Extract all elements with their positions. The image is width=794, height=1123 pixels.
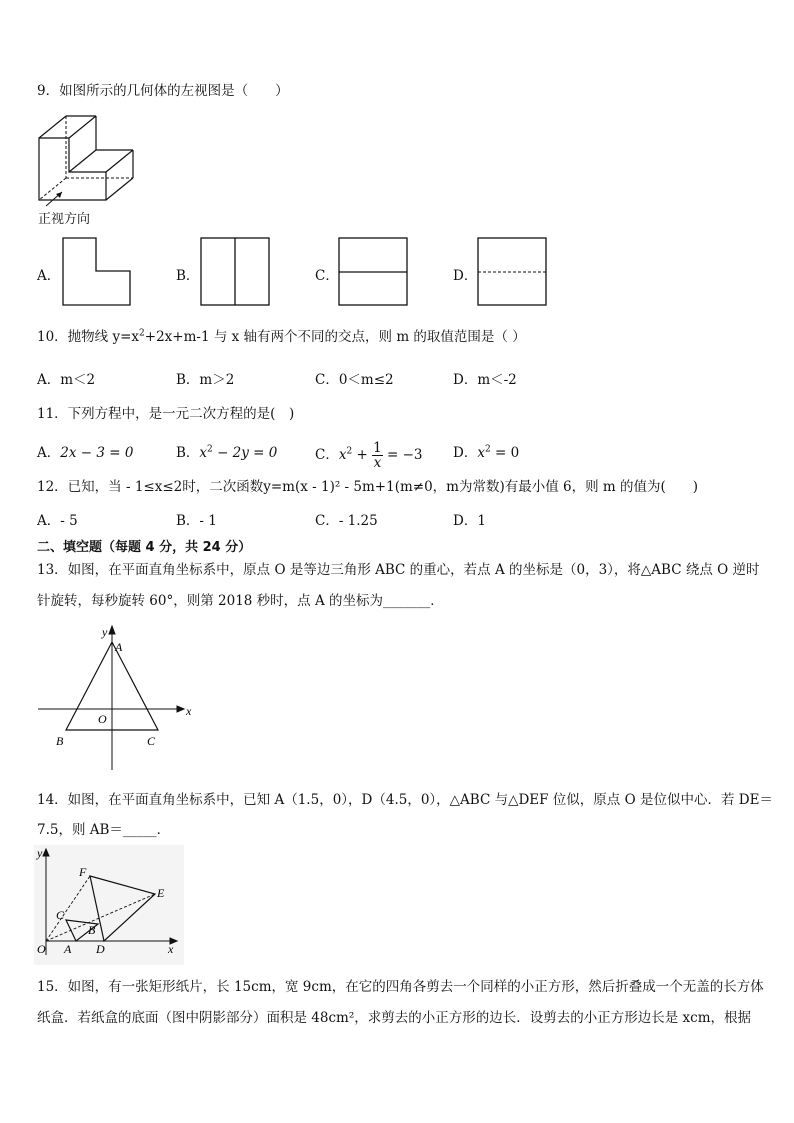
q9-option-c-label: C． (315, 268, 339, 284)
section-heading: 二、填空题（每题 4 分，共 24 分） (37, 540, 252, 555)
q12-option-a: A．- 5 (37, 513, 78, 529)
q9-option-c-figure (338, 237, 408, 307)
fraction: $\frac{1}{x}$ (373, 440, 382, 471)
q10-option-a: A．m＜2 (37, 372, 96, 388)
point-label-d: D (96, 942, 105, 956)
q9-option-a-label: A． (37, 268, 61, 284)
q15-line2: 纸盒．若纸盒的底面（图中阴影部分）面积是 48cm²，求剪去的小正方形的边长．设剪去的小正方形边长是 xcm，根据 (37, 1010, 752, 1026)
q10-option-d: D．m＜-2 (453, 372, 517, 388)
q14-line1: 14．如图，在平面直角坐标系中，已知 A（1.5，0），D（4.5，0），△ABC 与△DEF 位似，原点 O 是位似中心．若 DE＝ (37, 792, 773, 808)
q13-line1: 13．如图，在平面直角坐标系中，原点 O 是等边三角形 ABC 的重心，若点 A 的坐标是（0，3），将△ABC 绕点 O 逆时 (37, 562, 760, 578)
front-view-label: 正视方向 (38, 212, 91, 227)
q9-stem: 9．如图所示的几何体的左视图是（ ） (37, 83, 289, 99)
q11-option-b: B．$x^2 - 2y = 0$ (176, 444, 278, 461)
q9-option-d-figure (477, 237, 547, 307)
axis-label-y: y (102, 625, 108, 639)
point-label-e: E (157, 886, 165, 900)
q11-option-c: C．$x^2$ + $\frac{1}{x}$ = −3 (315, 440, 423, 471)
q10-option-c: C．0＜m≤2 (315, 372, 394, 388)
axis-label-x: x (168, 942, 174, 956)
point-label-a: A (115, 640, 123, 654)
q10-stem: 10．抛物线 $y=x^2+2x+m-1$ 与 x 轴有两个不同的交点，则 m 的取值范围是（ ） (37, 328, 526, 345)
q14-line2: 7.5，则 AB＝_____． (37, 822, 171, 838)
q14-similar-triangles-figure (34, 845, 184, 965)
q12-option-c: C．- 1.25 (315, 513, 378, 529)
q11-stem: 11．下列方程中，是一元二次方程的是( ) (37, 406, 295, 422)
point-label-b: B (88, 923, 96, 937)
q11-option-a: A．2x − 3 = 0 (37, 445, 134, 461)
q9-option-b-label: B． (176, 268, 200, 284)
point-label-b: B (56, 734, 64, 748)
origin-label: O (98, 712, 107, 726)
point-label-a: A (64, 942, 72, 956)
point-label-f: F (79, 865, 87, 879)
q9-option-d-label: D． (453, 268, 478, 284)
q12-option-b: B．- 1 (176, 513, 217, 529)
q12-stem: 12．已知，当 - 1≤x≤2时，二次函数y=m(x - 1)² - 5m+1(m≠0，m为常数)有最小值 6，则 m 的值为( ) (37, 479, 699, 495)
axis-label-y: y (37, 846, 43, 860)
q13-triangle-figure (34, 620, 204, 775)
axis-label-x: x (186, 704, 192, 718)
origin-label: O (37, 942, 46, 956)
q13-line2: 针旋转，每秒旋转 60°，则第 2018 秒时，点 A 的坐标为_______． (37, 593, 444, 609)
point-label-c: C (56, 908, 65, 922)
point-label-c: C (147, 734, 156, 748)
q12-option-d: D．1 (453, 513, 486, 529)
q15-line1: 15．如图，有一张矩形纸片，长 15cm，宽 9cm，在它的四角各剪去一个同样的小正方形，然后折叠成一个无盖的长方体 (37, 979, 764, 995)
q9-option-b-figure (200, 237, 270, 307)
q10-option-b: B．m＞2 (176, 372, 235, 388)
q9-option-a-figure (62, 237, 132, 307)
q11-option-d: D．$x^2 = 0$ (453, 444, 520, 461)
